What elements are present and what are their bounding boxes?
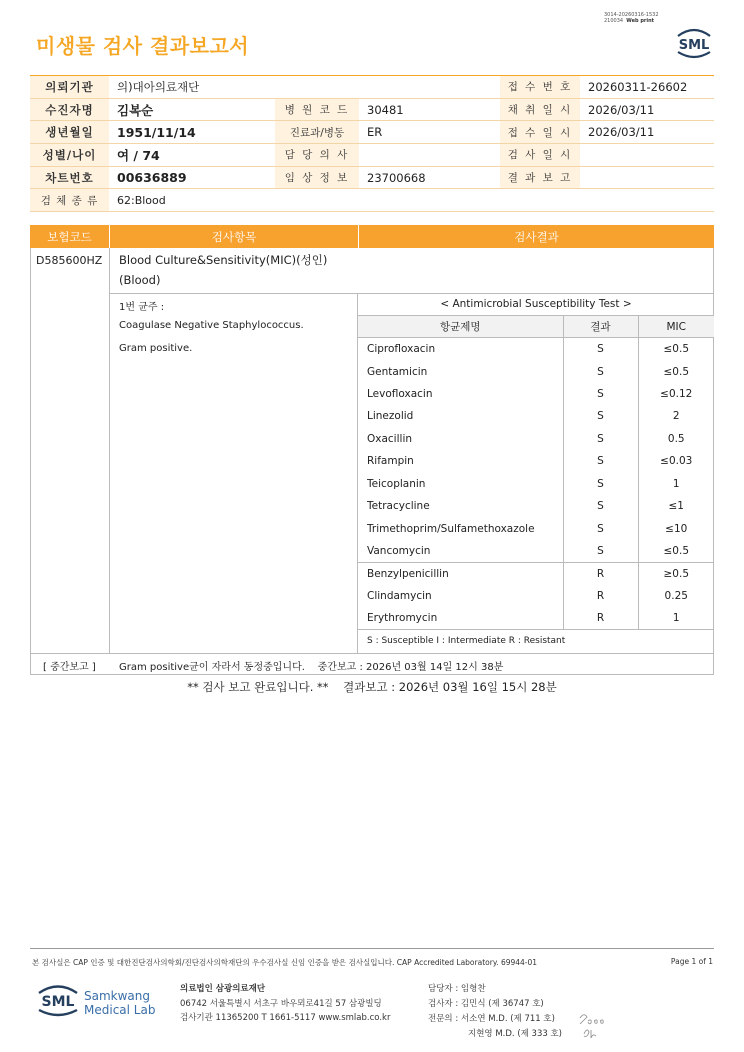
signature-icon (578, 1012, 610, 1040)
antibiotic-name: Ciprofloxacin (367, 343, 436, 356)
staff-role: 전문의 : (428, 1014, 459, 1024)
doctor-value (359, 144, 500, 167)
antibiotic-name: Trimethoprim/Sulfamethoxazole (367, 522, 535, 535)
susceptibility-rows (358, 338, 714, 630)
antibiotic-name: Tetracycline (367, 500, 430, 513)
susceptibility-row (358, 428, 714, 450)
institution-info (180, 982, 390, 1026)
susceptibility-table (358, 293, 714, 652)
institution-contact: 검사기관 11365200 T 1661-5117 www.smlab.co.kr (180, 1013, 391, 1023)
antibiotic-name: Vancomycin (367, 544, 431, 557)
susceptibility-row (358, 450, 714, 472)
brand-line1: Samkwang (84, 989, 150, 1003)
sml-footer-logo-icon (36, 982, 80, 1018)
organism-name: Coagulase Negative Staphylococcus. (119, 320, 304, 331)
receipt-date-value: 2026/03/11 (580, 121, 714, 144)
antibiotic-name: Linezolid (367, 410, 414, 423)
final-report-text: ** 검사 보고 완료입니다. ** 결과보고 : 2026년 03월 16일 15시 28분 (187, 680, 557, 694)
susceptibility-row (358, 562, 714, 584)
result-column-header: 결과 (563, 315, 638, 337)
sml-logo-icon (674, 26, 714, 60)
clinical-info-label: 임 상 정 보 (275, 166, 359, 189)
test-date-value (580, 144, 714, 167)
institution-address: 06742 서울특별시 서초구 바우뫼로41길 57 삼광빌딩 (180, 998, 382, 1009)
dept-value: ER (359, 121, 500, 144)
test-date-label: 검 사 일 시 (500, 144, 580, 167)
insurance-code-header: 보험코드 (47, 229, 92, 244)
sml-logo-text: SML (678, 38, 710, 53)
staff-name: 서소연 M.D. (제 711 호) (460, 1014, 555, 1024)
collection-date-value: 2026/03/11 (580, 98, 714, 121)
hospital-code-label: 병 원 코 드 (275, 98, 359, 121)
patient-info-table (30, 75, 714, 212)
susceptibility-result: S (563, 540, 638, 562)
web-print-stamp (604, 12, 659, 24)
susceptibility-result: R (563, 607, 638, 629)
antibiotic-name: Levofloxacin (367, 387, 433, 400)
patient-name-label: 수진자명 (30, 98, 109, 121)
mic-value: ≤1 (638, 495, 714, 517)
report-title: 미생물 검사 결과보고서 (36, 34, 250, 58)
susceptibility-result: S (563, 517, 638, 539)
web-print-label: Web print (626, 18, 655, 24)
receipt-no-value: 20260311-26602 (580, 76, 714, 99)
staff-name: 지현영 M.D. (제 333 호) (468, 1029, 563, 1039)
mic-value: ≤0.5 (638, 338, 714, 360)
susceptibility-row (358, 495, 714, 517)
mic-value: ≥0.5 (638, 562, 714, 584)
web-print-tag (604, 18, 659, 24)
susceptibility-result: S (563, 405, 638, 427)
susceptibility-row (358, 517, 714, 539)
dept-label: 진료과/병동 (275, 121, 359, 144)
susceptibility-title: < Antimicrobial Susceptibility Test > (358, 293, 714, 315)
sml-footer-logo-text: SML (41, 994, 75, 1010)
susceptibility-row (358, 540, 714, 562)
mic-value: 0.5 (638, 428, 714, 450)
susceptibility-row (358, 585, 714, 607)
mic-value: 2 (638, 405, 714, 427)
test-result-header: 검사결과 (358, 225, 714, 248)
patient-name-value: 김복순 (109, 98, 275, 121)
mic-value: 0.25 (638, 585, 714, 607)
specimen-label: 검 체 종 류 (30, 189, 109, 212)
institution-name: 의료법인 삼광의료재단 (180, 984, 266, 994)
web-print-id: 3014-20260316-1532 (604, 12, 659, 18)
antibiotic-name: Oxacillin (367, 432, 413, 445)
brand-name (84, 989, 155, 1017)
susceptibility-result: S (563, 360, 638, 382)
footer-divider (30, 948, 714, 949)
antibiotic-name: Erythromycin (367, 612, 438, 625)
hospital-code-value: 30481 (359, 98, 500, 121)
susceptibility-legend: S : Susceptible I : Intermediate R : Resistant (358, 630, 714, 652)
mic-column-header: MIC (638, 315, 714, 337)
clinical-info-value: 23700668 (359, 166, 500, 189)
susceptibility-row (358, 360, 714, 382)
susceptibility-row (358, 405, 714, 427)
antibiotic-name: Gentamicin (367, 365, 428, 378)
report-label: 결 과 보 고 (500, 166, 580, 189)
requester-value: 의)대아의료재단 (109, 76, 500, 99)
mic-value: ≤0.03 (638, 450, 714, 472)
test-name: Blood Culture&Sensitivity(MIC)(성인) (119, 253, 328, 267)
antibiotic-name: Clindamycin (367, 589, 432, 602)
chart-no-value: 00636889 (109, 166, 275, 189)
susceptibility-row (358, 338, 714, 360)
requester-label: 의뢰기관 (30, 76, 109, 99)
chart-no-label: 차트번호 (30, 166, 109, 189)
antibiotic-name: Teicoplanin (367, 477, 426, 490)
receipt-no-label: 접 수 번 호 (500, 76, 580, 99)
test-code: D585600HZ (36, 254, 103, 267)
interim-label: [ 중간보고 ] (43, 662, 96, 673)
susceptibility-row (358, 473, 714, 495)
results-header (30, 225, 714, 248)
interim-text: Gram positive균이 자라서 동정중입니다. 중간보고 : 2026년 03월 14일 12시 38분 (119, 662, 504, 673)
antibiotic-column-header: 항균제명 (358, 315, 563, 337)
code-column-divider (109, 248, 110, 653)
brand-line2: Medical Lab (84, 1003, 156, 1017)
report-value (580, 166, 714, 189)
susceptibility-result: S (563, 338, 638, 360)
mic-value: ≤0.5 (638, 360, 714, 382)
gram-stain: Gram positive. (119, 343, 193, 354)
staff-list (428, 982, 562, 1042)
susceptibility-result: S (563, 383, 638, 405)
staff-role: 검사자 : (428, 999, 459, 1009)
susceptibility-result: S (563, 428, 638, 450)
collection-date-label: 채 취 일 시 (500, 98, 580, 121)
accreditation-note: 본 검사실은 CAP 인증 및 대한진단검사의학회/진단검사의학재단의 우수검사실 신임 인증을 받은 검사실입니다. CAP Accredited Laboratory. 69944-01 (32, 958, 538, 967)
mic-value: 1 (638, 607, 714, 629)
test-specimen: (Blood) (119, 273, 161, 287)
staff-role: 담당자 : (428, 984, 459, 994)
antibiotic-name: Benzylpenicillin (358, 562, 563, 584)
web-print-number: 210034 (604, 18, 624, 24)
mic-value: 1 (638, 473, 714, 495)
interim-row-divider (30, 653, 714, 654)
mic-value: ≤0.12 (638, 383, 714, 405)
susceptibility-result: S (563, 495, 638, 517)
antibiotic-name: Rifampin (367, 455, 414, 468)
susceptibility-row (358, 383, 714, 405)
page-number: Page 1 of 1 (670, 957, 713, 966)
specimen-value: 62:Blood (109, 189, 714, 212)
sex-age-value: 여 / 74 (109, 144, 275, 167)
susceptibility-result: R (563, 562, 638, 584)
dob-label: 생년월일 (30, 121, 109, 144)
mic-value: ≤0.5 (638, 540, 714, 562)
receipt-date-label: 접 수 일 시 (500, 121, 580, 144)
susceptibility-result: R (563, 585, 638, 607)
susceptibility-row (358, 607, 714, 629)
dob-value: 1951/11/14 (109, 121, 275, 144)
doctor-label: 담 당 의 사 (275, 144, 359, 167)
susceptibility-result: S (563, 473, 638, 495)
sex-age-label: 성별/나이 (30, 144, 109, 167)
susceptibility-result: S (563, 450, 638, 472)
staff-name: 임형찬 (460, 984, 486, 994)
mic-value: ≤10 (638, 517, 714, 539)
test-item-header: 검사항목 (109, 225, 358, 248)
staff-name: 김민식 (제 36747 호) (460, 999, 544, 1009)
organism-number: 1번 균주 : (119, 302, 165, 313)
